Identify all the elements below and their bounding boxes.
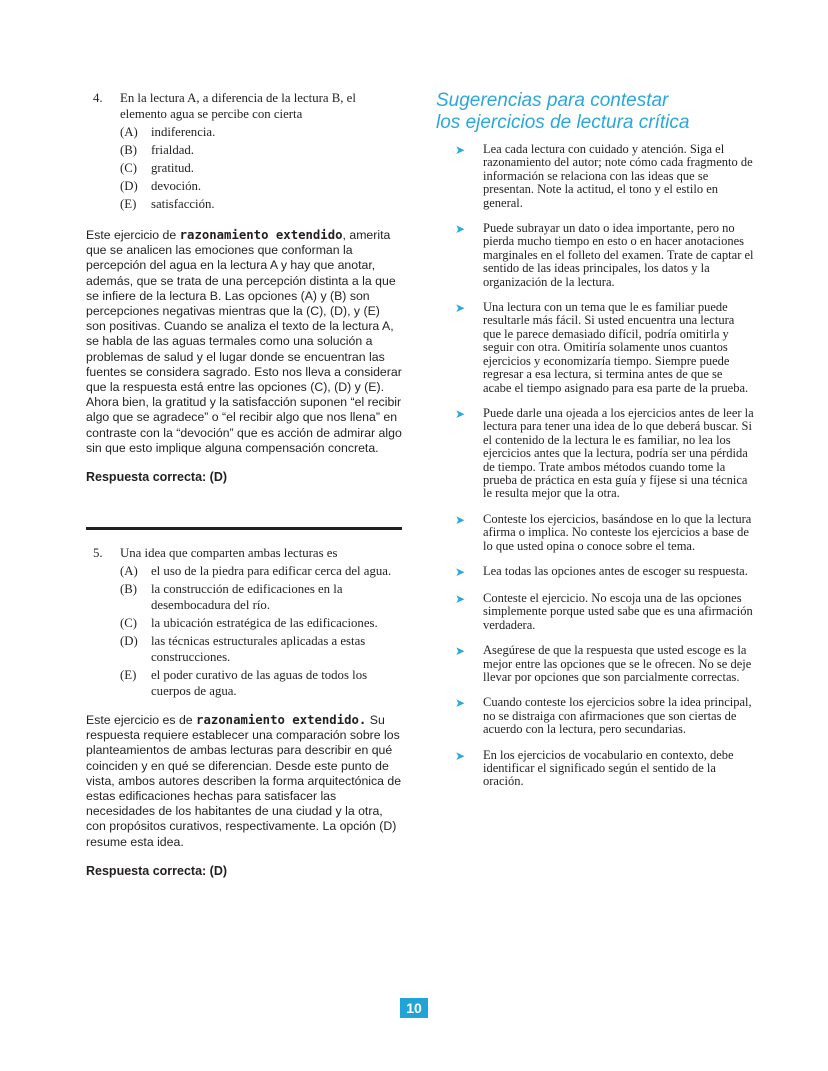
option-text: la ubicación estratégica de las edificaciones.: [151, 616, 378, 631]
option-text: satisfacción.: [151, 197, 215, 211]
question-number: 5.: [93, 546, 103, 561]
option-letter: (C): [120, 161, 138, 175]
arrow-bullet-icon: ➤: [455, 644, 466, 659]
tip-text: Conteste el ejercicio. No escoja una de las opciones simplemente porque usted sabe que es una afirmación verdadera.: [483, 590, 753, 632]
tip-text: Puede subrayar un dato o idea importante, pero no pierda mucho tiempo en esto o en hacer anotaciones marginales en el folleto del examen. Trate de captar el sentido de las ideas principales, los datos y la organización de la lectura.: [483, 221, 754, 289]
tips-heading-line-1: Sugerencias para contestar: [436, 90, 669, 111]
tip-item: [436, 592, 754, 632]
tip-text: Asegúrese de que la respuesta que usted escoge es la mejor entre las opciones que se le ofrecen. No se deje llevar por opciones que son parcialmente correctas.: [483, 643, 752, 684]
right-column: [436, 90, 754, 801]
question-number: 4.: [93, 91, 103, 105]
page-number: 10: [400, 998, 428, 1018]
tips-list: [436, 143, 754, 789]
tip-item: [436, 565, 754, 580]
explanation-intro: Este ejercicio de: [86, 228, 180, 242]
arrow-bullet-icon: ➤: [455, 748, 466, 763]
arrow-bullet-icon: ➤: [455, 143, 466, 157]
option-text: la construcción de edificaciones en la desembocadura del río.: [151, 582, 343, 613]
arrow-bullet-icon: ➤: [455, 696, 466, 711]
question-stem: En la lectura A, a diferencia de la lectura B, el elemento agua se percibe con cierta: [120, 91, 356, 121]
arrow-bullet-icon: ➤: [455, 591, 466, 606]
option-letter: (B): [120, 582, 138, 597]
tip-item: [436, 407, 754, 501]
option-letter: (E): [120, 668, 137, 683]
answer-options: [120, 563, 402, 699]
explanation-body: Su respuesta requiere establecer una comparación sobre los planteamientos de ambas lecturas para describir en qué coinciden y en qué se diferencian. Desde este punto de vista, ambos autores describen la forma arquitectónica de estas edificaciones hechas para satisfacer las necesidades de los habitantes de una ciudad y la otra, con propósitos curativos, respectivamente. La opción (D) resume esta idea.: [86, 713, 402, 849]
arrow-bullet-icon: ➤: [455, 301, 466, 316]
tips-heading: [436, 90, 754, 134]
arrow-bullet-icon: ➤: [455, 406, 466, 421]
option-a: [120, 124, 402, 140]
option-d: [120, 178, 402, 194]
option-letter: (C): [120, 616, 138, 631]
option-c: [120, 615, 402, 631]
question-5: [86, 545, 402, 699]
option-e: [120, 196, 402, 212]
option-letter: (A): [120, 564, 138, 579]
option-text: las técnicas estructurales aplicadas a estas construcciones.: [151, 634, 366, 665]
tip-text: Puede darle una ojeada a los ejercicios antes de leer la lectura para tener una idea de lo que deberá buscar. Si el contenido de la lectura le es familiar, no lea los ejercicios antes que la lectura, podría ser una pérdida de tiempo. Trate ambos métodos cuando tome la prueba de práctica en esta guía y fíjese si una técnica le resulta mejor que la otra.: [483, 405, 754, 501]
tip-text: Lea todas las opciones antes de escoger su respuesta.: [483, 563, 748, 578]
tip-text: Conteste los ejercicios, basándose en lo que la lectura afirma o implica. No conteste los ejercicios a base de lo que usted opina o conoce sobre el tema.: [483, 511, 752, 553]
explanation-bold-term: razonamiento extendido.: [196, 713, 367, 728]
left-column: [86, 90, 402, 878]
section-divider: [86, 527, 402, 530]
tip-text: Lea cada lectura con cuidado y atención. Siga el razonamiento del autor; note cómo cada fragmento de información se relaciona con las ideas que se presentan. Note la actitud, el tono y el estilo en general.: [483, 142, 753, 210]
option-d: [120, 633, 402, 665]
option-text: devoción.: [151, 179, 202, 193]
tips-heading-line-2: los ejercicios de lectura crítica: [436, 112, 690, 133]
explanation-body: , amerita que se analicen las emociones que conforman la percepción del agua en la lectura A y hay que anotar, además, que se trata de una percepción distinta a la que se infiere de la lectura B. Las opciones (A) y (B) son percepciones negativas mientras que la (C), (D), y (E) son positivas. Cuando se analiza el texto de la lectura A, se habla de las aguas termales como una solución a problemas de salud y el lugar donde se encuentran las fuentes se considera sagrado. Esto nos lleva a considerar que la respuesta está entre las opciones (C), (D) y (E). Ahora bien, la gratitud y la satisfacción suponen “el recibir algo que se agradece” o “el recibir algo que nos llena” en contraste con la “devoción” que es acción de admirar algo sin que esto implique alguna compensación concreta.: [86, 228, 402, 455]
tip-item: [436, 513, 754, 553]
tip-text: Una lectura con un tema que le es familiar puede resultarle más fácil. Si usted encuentra una lectura que le parece demasiado difícil, podría omitirla y seguir con otra. Omitiría solamente unos cuantos ejercicios y economizaría tiempo. Siempre puede regresar a esa lectura, si termina antes de que se acabe el tiempo asignado para esa parte de la prueba.: [483, 300, 749, 395]
option-c: [120, 160, 402, 176]
option-e: [120, 667, 402, 699]
tip-text: En los ejercicios de vocabulario en contexto, debe identificar el significado según el sentido de la oración.: [483, 747, 734, 789]
option-letter: (A): [120, 125, 138, 139]
question-stem: Una idea que comparten ambas lecturas es: [120, 546, 338, 561]
tip-item: [436, 143, 754, 210]
option-text: el poder curativo de las aguas de todos los cuerpos de agua.: [151, 668, 368, 699]
arrow-bullet-icon: ➤: [455, 564, 466, 579]
tip-item: [436, 644, 754, 684]
explanation-paragraph: [86, 228, 402, 456]
tip-item: [436, 696, 754, 736]
tip-item: [436, 222, 754, 289]
option-b: [120, 581, 402, 613]
option-letter: (D): [120, 634, 138, 649]
option-text: el uso de la piedra para edificar cerca del agua.: [151, 564, 392, 579]
explanation-paragraph: [86, 713, 402, 850]
tip-item: [436, 749, 754, 789]
correct-answer: Respuesta correcta: (D): [86, 470, 228, 485]
explanation-bold-term: razonamiento extendido: [179, 228, 343, 242]
option-letter: (B): [120, 143, 138, 157]
option-text: frialdad.: [151, 143, 194, 157]
question-4: [86, 90, 402, 212]
option-b: [120, 142, 402, 158]
option-letter: (D): [120, 179, 138, 193]
option-text: indiferencia.: [151, 125, 216, 139]
correct-answer: Respuesta correcta: (D): [86, 863, 228, 878]
option-text: gratitud.: [151, 161, 195, 175]
tip-item: [436, 301, 754, 395]
answer-options: [120, 124, 402, 212]
option-letter: (E): [120, 197, 137, 211]
option-a: [120, 563, 402, 579]
arrow-bullet-icon: ➤: [455, 222, 466, 237]
tip-text: Cuando conteste los ejercicios sobre la idea principal, no se distraiga con afirmaciones que son ciertas de acuerdo con la lectura, pero secundarias.: [483, 695, 752, 737]
explanation-intro: Este ejercicio es de: [86, 713, 197, 728]
arrow-bullet-icon: ➤: [455, 512, 466, 527]
